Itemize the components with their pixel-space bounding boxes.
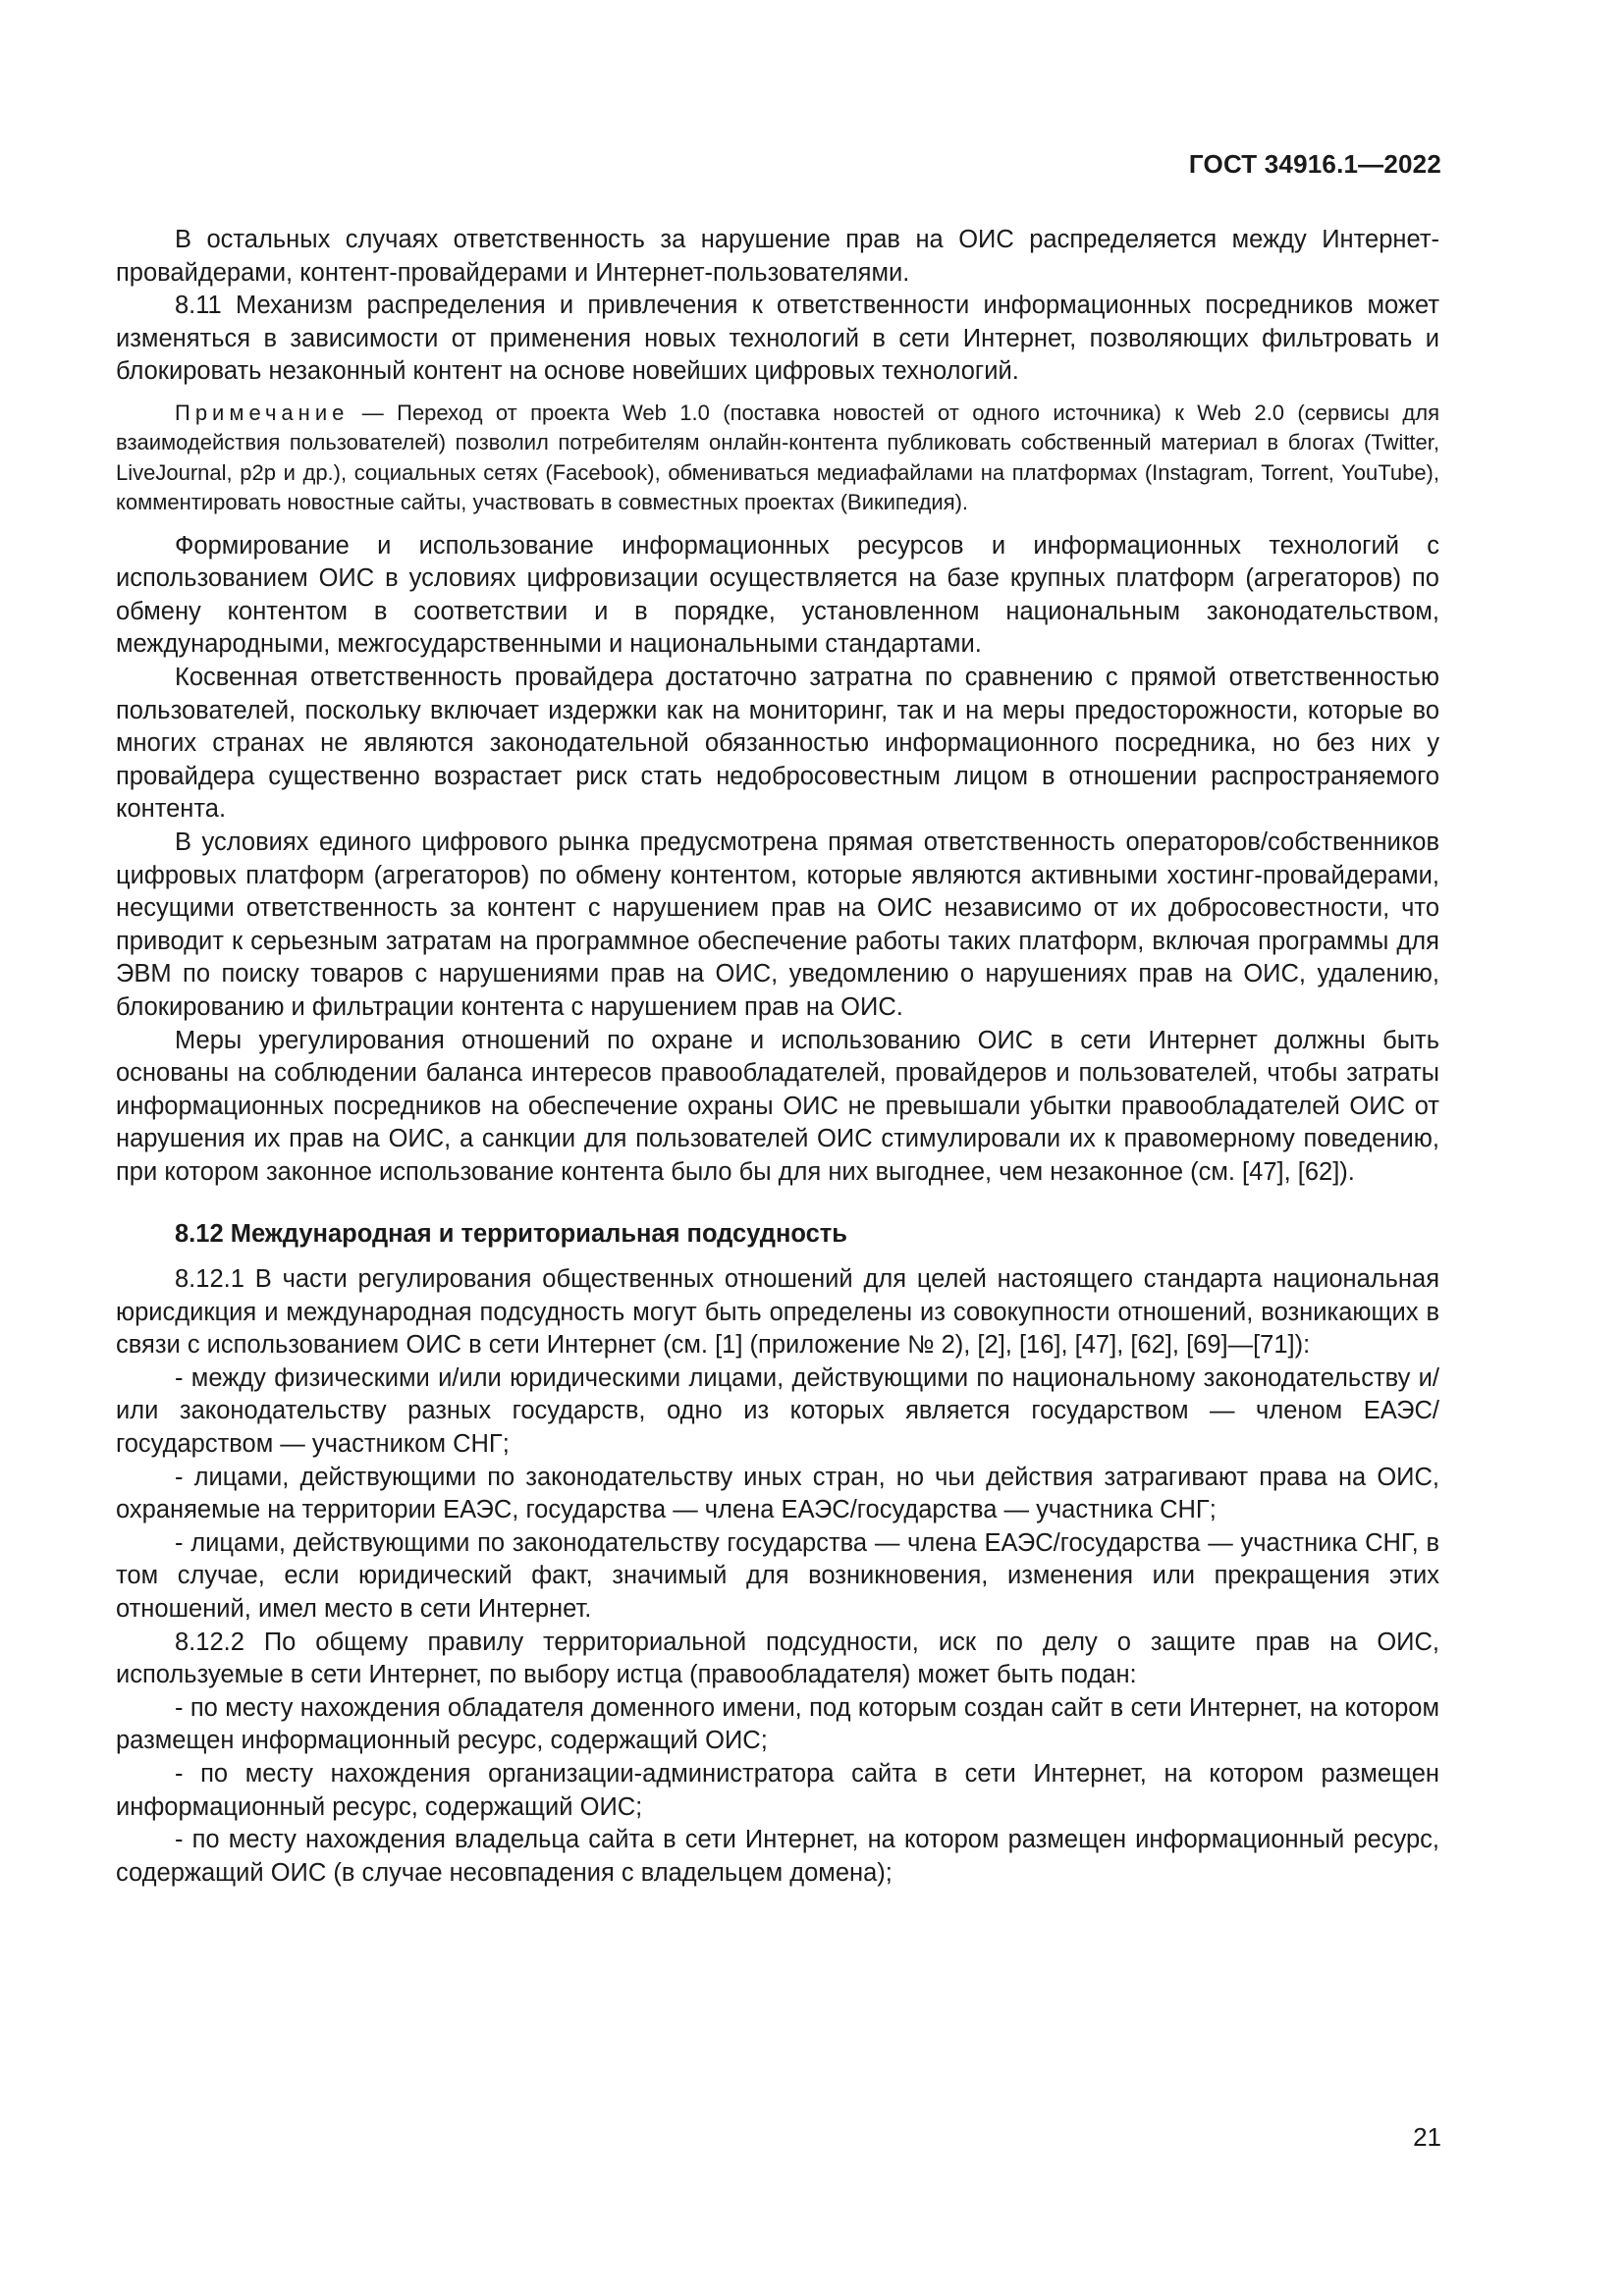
paragraph: В условиях единого цифрового рынка предусмотрена прямая ответственность операторов/собственников цифровых платформ (агрегаторов) по обмену контентом, которые являются активными хостинг-провайдерами, несущими ответственность за контент с нарушением прав на ОИС независимо от их добросовестности, что приводит к серьезным затратам на программное обеспечение работы таких платформ, включая программы для ЭВМ по поиску товаров с нарушениями прав на ОИС, уведомлению о нарушениях прав на ОИС, удалению, блокированию и фильтрации контента с нарушением прав на ОИС. xyxy=(116,828,1439,1021)
list-item: - между физическими и/или юридическими лицами, действующими по национальному законодательству и/или законодательству разных государств, одно из которых является государством — членом ЕАЭС/государством — участником СНГ; xyxy=(116,1363,1439,1459)
list-item: - по месту нахождения обладателя доменного имени, под которым создан сайт в сети Интернет, на котором размещен информационный ресурс, содержащий ОИС; xyxy=(116,1693,1439,1755)
paragraph: 8.12.1 В части регулирования общественных отношений для целей настоящего стандарта национальная юрисдикция и международная подсудность могут быть определены из совокупности отношений, возникающих в связи с использованием ОИС в сети Интернет (см. [1] (приложение № 2), [2], [16], [47], [62], [69]—[71]): xyxy=(116,1265,1439,1360)
paragraph: Косвенная ответственность провайдера достаточно затратна по сравнению с прямой ответственностью пользователей, поскольку включает издержки как на мониторинг, так и на меры предосторожности, которые во многих странах не являются законодательной обязанностью информационного посредника, но без них у провайдера существенно возрастает риск стать недобросовестным лицом в отношении распространяемого контента. xyxy=(116,663,1439,824)
page-number: 21 xyxy=(1413,2122,1441,2152)
paragraph: 8.12.2 По общему правилу территориальной подсудности, иск по делу о защите прав на ОИС, используемые в сети Интернет, по выбору истца (правообладателя) может быть подан: xyxy=(116,1628,1439,1689)
paragraph: Формирование и использование информационных ресурсов и информационных технологий с использованием ОИС в условиях цифровизации осуществляется на базе крупных платформ (агрегаторов) по обмену контентом в соответствии и в порядке, установленном национальным законодательством, международными, межгосударственными и национальными стандартами. xyxy=(116,531,1439,659)
page-content xyxy=(116,224,1439,1890)
list-item: - лицами, действующими по законодательству иных стран, но чьи действия затрагивают права на ОИС, охраняемые на территории ЕАЭС, государства — члена ЕАЭС/государства — участника СНГ; xyxy=(116,1463,1439,1524)
standard-header: ГОСТ 34916.1—2022 xyxy=(1188,149,1441,179)
note-label: Примечание xyxy=(175,400,350,425)
note xyxy=(116,399,1439,518)
list-item: - по месту нахождения организации-администратора сайта в сети Интернет, на котором размещен информационный ресурс, содержащий ОИС; xyxy=(116,1759,1439,1821)
section-heading: 8.12 Международная и территориальная подсудность xyxy=(175,1220,847,1249)
list-item: - по месту нахождения владельца сайта в сети Интернет, на котором размещен информационный ресурс, содержащий ОИС (в случае несовпадения с владельцем домена); xyxy=(116,1826,1439,1887)
list-item: - лицами, действующими по законодательству государства — члена ЕАЭС/государства — участника СНГ, в том случае, если юридический факт, значимый для возникновения, изменения или прекращения этих отношений, имел место в сети Интернет. xyxy=(116,1528,1439,1623)
paragraph: В остальных случаях ответственность за нарушение прав на ОИС распределяется между Интернет-провайдерами, контент-провайдерами и Интернет-пользователями. xyxy=(116,226,1439,287)
paragraph: Меры урегулирования отношений по охране и использованию ОИС в сети Интернет должны быть основаны на соблюдении баланса интересов правообладателей, провайдеров и пользователей, чтобы затраты информационных посредников на обеспечение охраны ОИС не превышали убытки правообладателей ОИС от нарушения их прав на ОИС, а санкции для пользователей ОИС стимулировали их к правомерному поведению, при котором законное использование контента было бы для них выгоднее, чем незаконное (см. [47], [62]). xyxy=(116,1026,1439,1186)
note-text: — Переход от проекта Web 1.0 (поставка новостей от одного источника) к Web 2.0 (сервисы для взаимодействия пользователей) позволил потребителям онлайн-контента публиковать собственный материал в блогах (Twitter, LiveJournal, p2p и др.), социальных сетях (Facebook), обмениваться медиафайлами на платформах (Instagram, Torrent, YouTube), комментировать новостные сайты, участвовать в совместных проектах (Википедия). xyxy=(116,400,1439,515)
paragraph: 8.11 Механизм распределения и привлечения к ответственности информационных посредников может изменяться в зависимости от применения новых технологий в сети Интернет, позволяющих фильтровать и блокировать незаконный контент на основе новейших цифровых технологий. xyxy=(116,292,1439,386)
